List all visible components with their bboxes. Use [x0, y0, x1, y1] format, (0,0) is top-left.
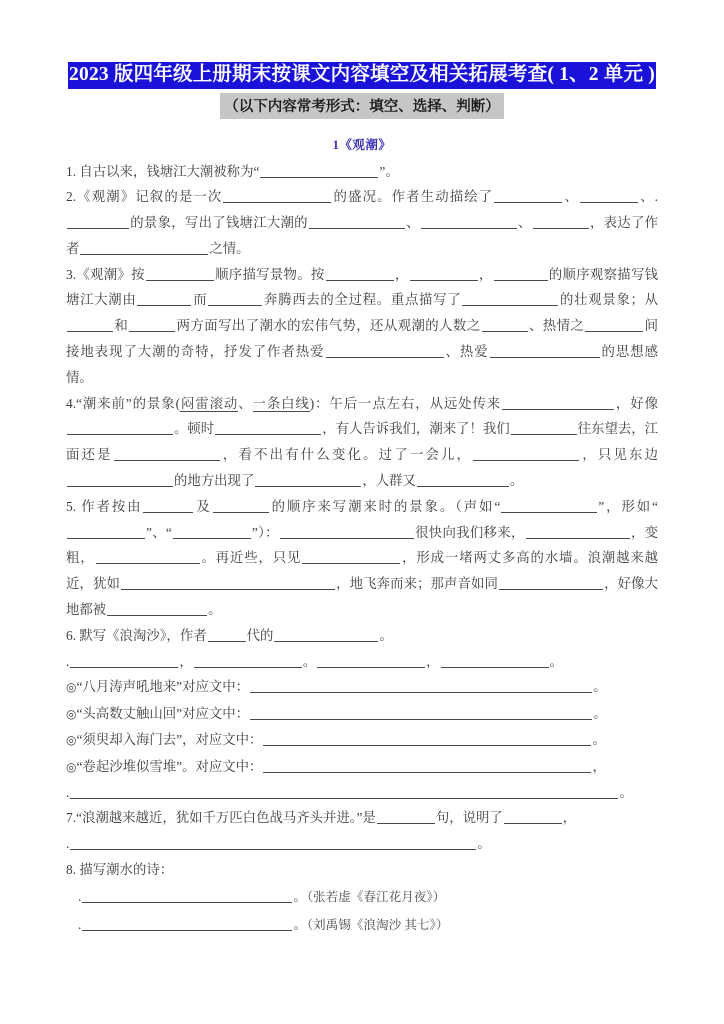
blank-field[interactable]	[309, 214, 405, 229]
blank-field[interactable]	[499, 575, 603, 590]
bullet-item-label: “头高数丈触山回”对应文中：	[76, 705, 250, 721]
double-circle-icon: ◎	[66, 706, 77, 721]
question-4-text-k: ，	[580, 447, 598, 463]
question-3-text-d: ，	[478, 266, 493, 282]
blank-field[interactable]	[417, 472, 509, 487]
blank-field[interactable]	[280, 524, 414, 539]
blank-field[interactable]	[208, 627, 246, 642]
document-title-bar	[66, 62, 658, 89]
blank-field[interactable]	[223, 188, 331, 203]
question-4-text-c: )：午后一点左右，从远处传来	[309, 395, 502, 411]
question-2-text-i: ，表达了作	[589, 215, 659, 231]
question-5-text-f: ”、“	[146, 524, 172, 540]
poem-line-1-source: （张若虚《春江花月夜》）	[306, 889, 446, 904]
blank-field[interactable]	[533, 214, 589, 229]
question-7-line-prefix: .	[66, 836, 70, 852]
poem-line-2-end: 。	[293, 916, 307, 932]
blank-field[interactable]	[114, 446, 220, 461]
question-7-text-a: 7.“浪潮越来越近，犹如千万匹白色战马齐头并进。”是	[66, 810, 376, 826]
bullet-item-end: 。	[593, 705, 607, 721]
question-5-text-a: 5. 作者按由	[66, 498, 143, 514]
document-subtitle-bar	[66, 93, 658, 119]
question-5-text-o: 地飞奔而来；那声音如同	[349, 576, 499, 592]
question-5-text-p: ，好像大地都被	[66, 576, 659, 618]
question-7-answer-line	[66, 831, 658, 857]
blank-field[interactable]	[462, 291, 558, 306]
blank-field[interactable]	[80, 240, 208, 255]
question-6	[66, 623, 658, 649]
question-6-text-b: 代的	[246, 627, 274, 643]
question-2-text-f: 的景象，写出了钱塘江大潮的	[130, 215, 308, 231]
question-3-text-m: 、	[528, 318, 543, 334]
blank-field[interactable]	[501, 498, 597, 513]
question-6-text-c: 。	[379, 627, 393, 643]
double-circle-icon: ◎	[66, 680, 77, 695]
blank-field[interactable]	[326, 343, 444, 358]
question-4-text-h: 往	[577, 421, 592, 437]
bullet-wrap-prefix: .	[66, 785, 70, 801]
question-1-text-b: ”。	[379, 163, 399, 179]
blank-field[interactable]	[421, 214, 517, 229]
question-6-sep-1: ，	[179, 653, 193, 669]
blank-field[interactable]	[107, 601, 207, 616]
question-5-text-l: ，形成一	[401, 550, 460, 566]
blank-field[interactable]	[215, 420, 321, 435]
question-2-text-g: 、	[405, 215, 420, 231]
blank-field[interactable]	[504, 809, 562, 824]
question-5-text-c: 的顺序来写潮来时的景象。（声如“	[269, 498, 501, 514]
poem-line-2-source: （刘禹锡《浪淘沙 其七》）	[306, 917, 449, 932]
blank-field[interactable]	[208, 291, 262, 306]
question-2-text-h: 、	[517, 215, 532, 231]
question-2-text-b: 的盛况。作者生动描绘了	[332, 189, 494, 205]
blank-field[interactable]	[70, 784, 618, 799]
blank-field[interactable]	[96, 549, 200, 564]
blank-field[interactable]	[255, 472, 361, 487]
question-3-text-b: 顺序描写景物。按	[214, 266, 325, 282]
page-title: 2023 版四年级上册期末按课文内容填空及相关拓展考查( 1、2 单元 )	[68, 62, 656, 89]
question-4-text-g: ，有人告诉我们，潮来了！我们	[322, 421, 510, 437]
blank-field[interactable]	[250, 678, 592, 693]
question-5-text-k: 。再近些，只见	[200, 550, 302, 566]
blank-field[interactable]	[67, 524, 145, 539]
question-2-text-e: .	[654, 189, 659, 205]
blank-field[interactable]	[67, 420, 173, 435]
question-5	[66, 494, 658, 623]
question-3-text-g: 而	[192, 292, 208, 308]
question-3-text-j: 观景象；从	[588, 292, 659, 308]
blank-field[interactable]	[70, 653, 178, 668]
question-7	[66, 805, 658, 831]
blank-field[interactable]	[377, 809, 435, 824]
bullet-item	[66, 701, 658, 727]
poem-line-1	[66, 883, 658, 911]
poem-line-2-prefix: .	[78, 916, 82, 932]
question-6-line-prefix: .	[66, 653, 70, 669]
blank-field[interactable]	[263, 731, 591, 746]
blank-field[interactable]	[260, 163, 378, 178]
question-3-text-o: 间接地表现了大潮的奇特，抒发了作者热爱	[66, 318, 659, 360]
blank-field[interactable]	[585, 317, 643, 332]
question-3-text-e: 的顺序观察	[548, 266, 618, 282]
bullet-item-end: 。	[593, 679, 607, 695]
question-1-text-a: 1. 自古以来，钱塘江大潮被称为“	[66, 163, 260, 179]
question-3-text-l: 两方面写出了潮水的宏伟气势，还从观潮的人数之	[176, 318, 481, 334]
blank-field[interactable]	[121, 575, 335, 590]
question-4-text-a: 4.“潮来前”的景象(	[66, 395, 181, 411]
question-3-text-a: 3.《观潮》按	[66, 266, 145, 282]
blank-field[interactable]	[502, 395, 614, 410]
poem-line-1-end: 。	[293, 888, 307, 904]
question-8	[66, 857, 658, 883]
question-3-text-i: 的壮	[559, 292, 589, 308]
question-6-answer-line	[66, 649, 658, 675]
question-3-text-c: ，	[394, 266, 409, 282]
blank-field[interactable]	[410, 266, 478, 281]
blank-field[interactable]	[473, 446, 579, 461]
question-4-text-l: 只见东边	[597, 447, 659, 463]
blank-field[interactable]	[526, 524, 630, 539]
blank-field[interactable]	[580, 188, 638, 203]
blank-field[interactable]	[129, 317, 175, 332]
bullet-item-end: 。	[592, 732, 606, 748]
question-5-text-g: ”）：	[251, 524, 279, 540]
question-4-text-m: 的地方出现了	[174, 473, 255, 489]
bullet-wrap-line	[66, 780, 658, 805]
question-4-text-i: 东望去，江面还是	[66, 421, 659, 463]
question-5-text-i: 来，	[497, 524, 525, 540]
question-4-underlined-term-2: 一条白线	[252, 395, 310, 411]
question-2-text-a: 2.《观潮》记叙的是一次	[66, 189, 223, 205]
blank-field[interactable]	[494, 266, 548, 281]
question-4-text-e: 好像	[630, 395, 659, 411]
blank-field[interactable]	[317, 653, 425, 668]
question-4-text-o: 。	[509, 473, 524, 489]
bullet-item-label: “八月涛声吼地来”对应文中：	[76, 679, 250, 695]
blank-field[interactable]	[482, 317, 528, 332]
question-3-text-p: 、	[444, 344, 460, 360]
question-3-text-n: 热情之	[542, 318, 585, 334]
blank-field[interactable]	[213, 498, 269, 513]
blank-field[interactable]	[263, 758, 591, 773]
bullet-item	[66, 754, 658, 780]
blank-field[interactable]	[326, 266, 394, 281]
question-4-text-f: 。顿时	[174, 421, 215, 437]
question-4-text-d: ，	[615, 395, 631, 411]
blank-field[interactable]	[67, 214, 129, 229]
blank-field[interactable]	[173, 524, 251, 539]
question-6-sep-4: 。	[549, 653, 563, 669]
question-3-text-k: 和	[114, 318, 129, 334]
poem-line-2	[66, 911, 658, 939]
blank-field[interactable]	[250, 705, 592, 720]
question-2-text-d: 、	[639, 189, 655, 205]
bullet-wrap-end: 。	[619, 785, 633, 801]
question-2-text-c: 、	[563, 189, 579, 205]
question-3-text-h: 奔腾西去的全过程。重点描写了	[263, 292, 462, 308]
question-5-text-d: ”，形	[598, 498, 637, 514]
blank-field[interactable]	[70, 835, 476, 850]
blank-field[interactable]	[82, 888, 292, 903]
question-3-text-q: 热爱	[459, 344, 489, 360]
poem-line-1-prefix: .	[78, 888, 82, 904]
question-5-text-h: 很快向我们移	[414, 524, 498, 540]
question-1	[66, 159, 658, 185]
question-2-text-j: 者	[66, 240, 80, 256]
double-circle-icon: ◎	[66, 759, 77, 774]
page-subtitle: （以下内容常考形式：填空、选择、判断）	[220, 93, 504, 119]
question-7-text-b: 句，说明了	[435, 810, 503, 826]
blank-field[interactable]	[302, 549, 400, 564]
blank-field[interactable]	[143, 498, 193, 513]
question-4-underlined-term-1: 闷雷滚动	[180, 395, 239, 411]
question-5-text-q: 。	[208, 602, 222, 618]
blank-field[interactable]	[194, 653, 302, 668]
double-circle-icon: ◎	[66, 733, 77, 748]
question-5-text-j: ，变粗，	[66, 524, 659, 566]
question-6-sep-3: ，	[426, 653, 440, 669]
blank-field[interactable]	[82, 916, 292, 931]
bullet-item-label: “卷起沙堆似雪堆”。对应文中：	[76, 758, 263, 774]
bullet-item-end: ，	[592, 758, 606, 774]
bullet-item	[66, 674, 658, 700]
blank-field[interactable]	[67, 472, 173, 487]
question-3	[66, 262, 658, 391]
blank-field[interactable]	[274, 627, 378, 642]
section-heading: 1《观潮》	[332, 137, 392, 152]
blank-field[interactable]	[441, 653, 549, 668]
question-5-text-n: ，	[335, 576, 350, 592]
question-5-text-b: 及	[194, 498, 212, 514]
blank-field[interactable]	[511, 420, 577, 435]
question-7-text-c: ，	[562, 810, 577, 826]
question-2	[66, 184, 658, 261]
question-6-sep-2: 。	[302, 653, 317, 669]
question-4-text-n: ，人群又	[362, 473, 416, 489]
bullet-item	[66, 727, 658, 753]
blank-field[interactable]	[490, 343, 600, 358]
question-6-text-a: 6. 默写《浪淘沙》，作者	[66, 627, 207, 643]
question-4	[66, 391, 658, 494]
question-5-text-e: 如“	[636, 498, 658, 514]
question-3-text-f: 描写钱塘江大潮由	[66, 266, 659, 308]
question-3-text-r: 的思想感情。	[66, 344, 659, 385]
blank-field[interactable]	[67, 317, 113, 332]
bullet-item-label: “须臾却入海门去”，对应文中：	[76, 732, 263, 748]
question-4-text-j: ，看不出有什么变化。过了一会儿，	[220, 447, 473, 463]
question-5-text-m: 堵两丈多高的水墙。浪潮越来越近，犹如	[66, 550, 659, 592]
blank-field[interactable]	[137, 291, 191, 306]
blank-field[interactable]	[494, 188, 562, 203]
question-2-text-k: 之情。	[209, 240, 250, 256]
blank-field[interactable]	[146, 266, 214, 281]
question-7-text-e: 。	[477, 836, 491, 852]
question-8-text-a: 8. 描写潮水的诗：	[66, 862, 174, 878]
question-4-text-b: 、	[238, 395, 253, 411]
